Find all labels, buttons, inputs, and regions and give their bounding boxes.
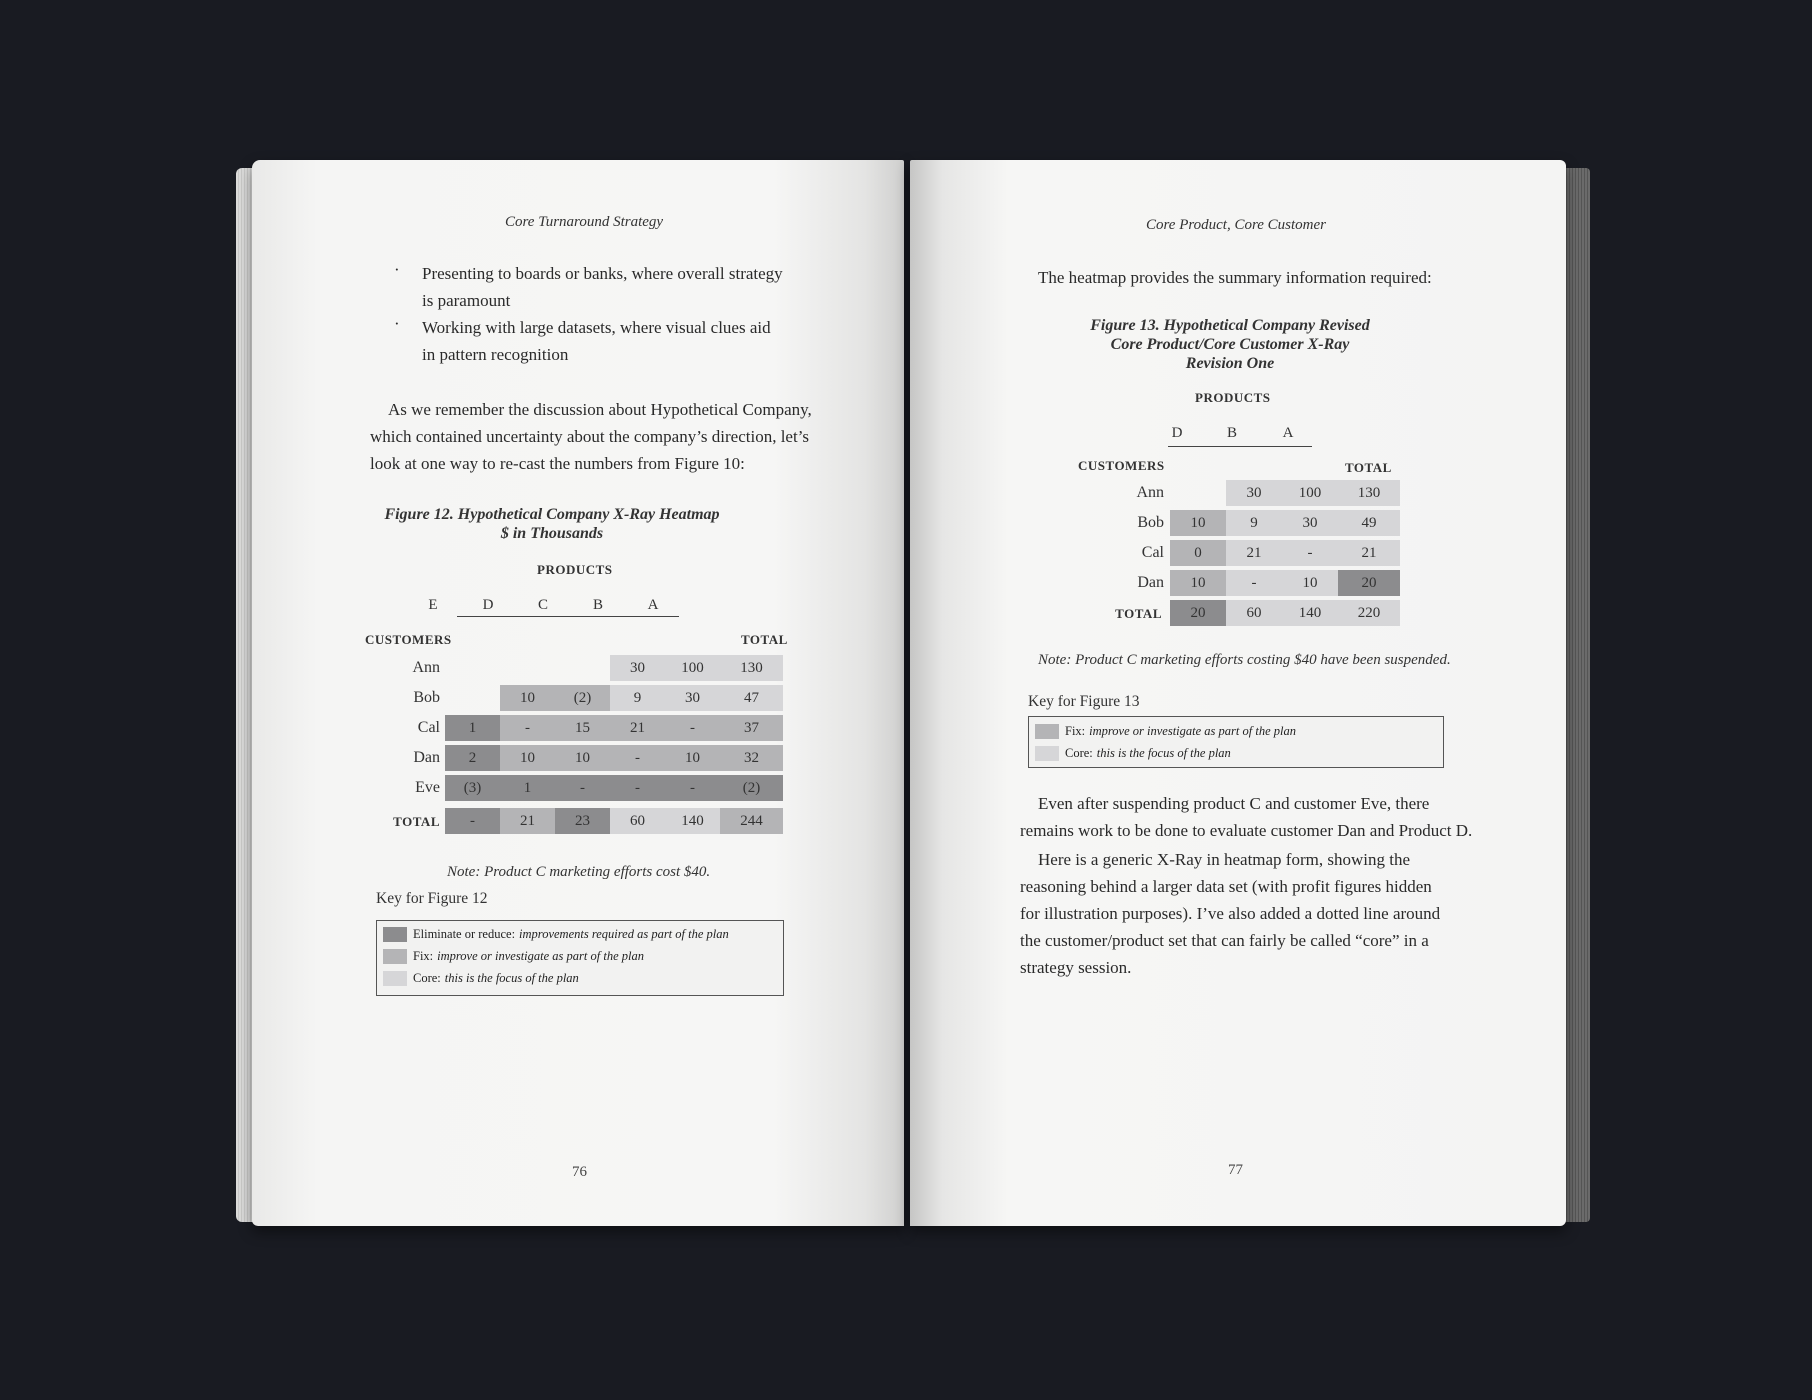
heatmap-cell: 10 [665,745,720,771]
intro-sentence: The heatmap provides the summary information required: [1038,268,1432,287]
figure-12-note: Note: Product C marketing efforts cost $40. [447,864,711,880]
totals-row-label: TOTAL [1115,606,1162,621]
heatmap-cell: - [555,775,610,801]
heatmap-cell: 10 [1282,570,1338,596]
header-rule [457,616,679,617]
right-page [910,160,1566,1226]
row-label-cal: Cal [1141,544,1164,561]
heatmap-cell [555,655,610,681]
heatmap-cell: 140 [665,808,720,834]
heatmap-cell: - [445,808,500,834]
heatmap-cell [445,685,500,711]
heatmap-cell: 30 [610,655,665,681]
heatmap-total-cell: (2) [720,775,783,801]
products-label: PRODUCTS [1195,390,1271,405]
heatmap-total-cell: 244 [720,808,783,834]
heatmap-cell: 10 [555,745,610,771]
heatmap-total-cell: 130 [720,655,783,681]
running-head-right: Core Product, Core Customer [1146,217,1326,233]
right-page-edges [1564,168,1590,1222]
key-12-box [376,920,784,996]
row-label-bob: Bob [1137,514,1164,531]
heatmap-cell: - [610,775,665,801]
heatmap-cell: 23 [555,808,610,834]
heatmap-total-cell: 32 [720,745,783,771]
heatmap-cell [445,655,500,681]
heatmap-total-cell: 37 [720,715,783,741]
heatmap-cell: 10 [1170,510,1226,536]
swatch-mid [1035,724,1059,739]
totals-row-label: TOTAL [393,814,440,829]
swatch-light [383,971,407,986]
heatmap-cell: 0 [1170,540,1226,566]
intro-paragraph: As we remember the discussion about Hypothetical Company, which contained uncertainty about the company’s direction, let’s look at one way to re-cast the numbers from Figure 10: [370,400,812,473]
products-label: PRODUCTS [537,562,613,577]
heatmap-cell: - [500,715,555,741]
key-12-title: Key for Figure 12 [376,890,488,907]
heatmap-total-cell: 49 [1338,510,1400,536]
heatmap-cell: 10 [500,685,555,711]
heatmap-cell: - [665,775,720,801]
column-header: A [1282,425,1294,441]
heatmap-cell [1170,480,1226,506]
key-label: Core: [1065,745,1093,760]
column-header: B [1226,425,1237,441]
heatmap-cell: 1 [500,775,555,801]
key-item-fix [383,947,644,963]
key-item-core [1035,744,1231,760]
row-label-dan: Dan [1137,574,1164,591]
row-label-bob: Bob [413,689,440,706]
key-item-core [383,969,579,985]
left-page [252,160,904,1226]
running-head-left: Core Turnaround Strategy [505,214,664,230]
key-label: Eliminate or reduce: [413,926,516,941]
column-header: D [1171,425,1183,441]
key-item-eliminate [383,925,729,941]
heatmap-cell: 140 [1282,600,1338,626]
heatmap-cell: 1 [445,715,500,741]
heatmap-cell: 100 [1282,480,1338,506]
row-label-dan: Dan [413,749,440,766]
heatmap-cell: - [1226,570,1282,596]
heatmap-cell: 21 [1226,540,1282,566]
bullet-dot: · [394,260,400,279]
paragraph-1: Even after suspending product C and customer Eve, there remains work to be done to evaluate customer Dan and Product D. [1020,794,1473,840]
heatmap-cell: 9 [610,685,665,711]
page-number-left: 76 [572,1164,587,1180]
heatmap-cell: 21 [500,808,555,834]
heatmap-cell: - [1282,540,1338,566]
heatmap-total-cell: 47 [720,685,783,711]
header-rule [1168,446,1312,447]
figure-13-note: Note: Product C marketing efforts costing $40 have been suspended. [1038,652,1451,668]
figure-12-caption: Figure 12. Hypothetical Company X-Ray Heatmap $ in Thousands [384,506,720,542]
row-label-ann: Ann [1136,484,1164,501]
swatch-light [1035,746,1059,761]
heatmap-cell: 60 [1226,600,1282,626]
swatch-mid [383,949,407,964]
customers-label: CUSTOMERS [1078,458,1165,473]
column-header: E [428,597,438,613]
heatmap-cell: 30 [665,685,720,711]
bullet-item: Presenting to boards or banks, where overall strategy is paramount [422,264,783,310]
row-label-eve: Eve [415,779,440,796]
heatmap-cell [500,655,555,681]
heatmap-cell: 2 [445,745,500,771]
customers-label: CUSTOMERS [365,632,452,647]
key-desc: improve or investigate as part of the plan [1089,723,1296,738]
key-desc: improve or investigate as part of the plan [437,948,644,963]
key-label: Core: [413,970,441,985]
heatmap-total-cell: 21 [1338,540,1400,566]
heatmap-cell: 100 [665,655,720,681]
key-13-box [1028,716,1444,768]
heatmap-total-cell: 20 [1338,570,1400,596]
column-header: D [482,597,494,613]
key-13-title: Key for Figure 13 [1028,693,1140,710]
key-item-fix [1035,722,1296,738]
row-label-ann: Ann [412,659,440,676]
column-header: C [537,597,548,613]
paragraph-2: Here is a generic X-Ray in heatmap form, showing the reasoning behind a larger data set (with profit figures hidden for illustration purposes). I’ve also added a dotted line around the customer/product set that can fairly be called “core” in a strategy session. [1020,850,1441,977]
bullet-item: Working with large datasets, where visual clues aid in pattern recognition [422,318,771,364]
heatmap-cell: 21 [610,715,665,741]
key-desc: this is the focus of the plan [444,970,579,985]
heatmap-total-cell: 130 [1338,480,1400,506]
heatmap-cell: 10 [1170,570,1226,596]
heatmap-cell: 10 [500,745,555,771]
heatmap-cell: 20 [1170,600,1226,626]
heatmap-cell: 9 [1226,510,1282,536]
key-label: Fix: [413,948,434,963]
heatmap-cell: (3) [445,775,500,801]
bullet-dot: · [394,314,400,333]
heatmap-cell: 30 [1226,480,1282,506]
heatmap-cell: (2) [555,685,610,711]
page-number-right: 77 [1228,1162,1243,1178]
heatmap-cell: 30 [1282,510,1338,536]
total-column-label: TOTAL [741,632,788,647]
key-label: Fix: [1065,723,1086,738]
swatch-dark [383,927,407,942]
heatmap-cell: 15 [555,715,610,741]
heatmap-cell: 60 [610,808,665,834]
row-label-cal: Cal [417,719,440,736]
key-desc: improvements required as part of the plan [519,926,729,941]
key-desc: this is the focus of the plan [1096,745,1231,760]
heatmap-cell: - [610,745,665,771]
total-column-label: TOTAL [1345,460,1392,475]
figure-13-caption: Figure 13. Hypothetical Company Revised Core Product/Core Customer X-Ray Revision One [1090,317,1370,372]
column-header: A [647,597,659,613]
heatmap-total-cell: 220 [1338,600,1400,626]
column-header: B [592,597,603,613]
heatmap-cell: - [665,715,720,741]
